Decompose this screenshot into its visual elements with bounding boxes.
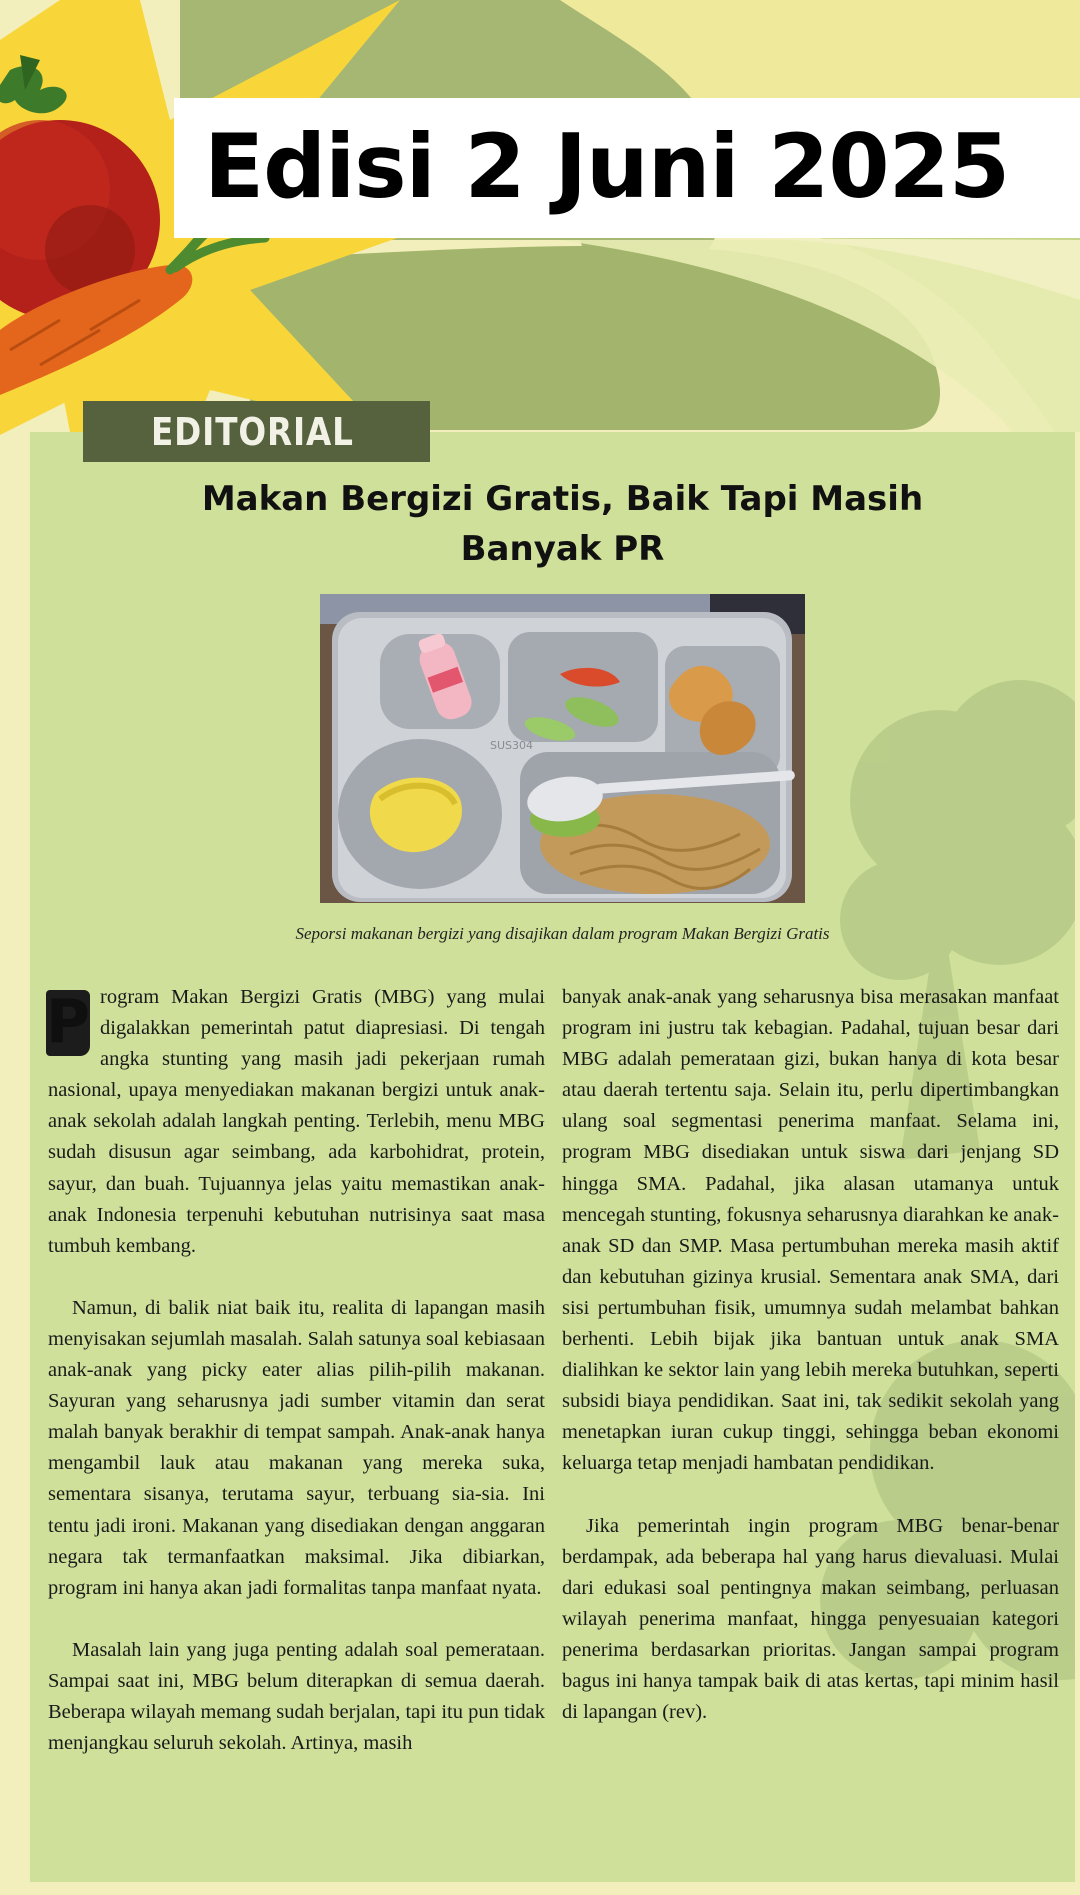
article-headline: Makan Bergizi Gratis, Baik Tapi Masih Banyak PR xyxy=(201,479,924,569)
article-photo xyxy=(320,594,805,903)
drop-cap: P xyxy=(46,987,90,1057)
article-column-right xyxy=(562,982,1059,1728)
article-column-left xyxy=(48,982,545,1759)
tray-label: SUS304 xyxy=(490,739,534,752)
photo-caption: Seporsi makanan bergizi yang disajikan dalam program Makan Bergizi Gratis xyxy=(295,924,830,943)
editorial-section-tag xyxy=(83,401,430,462)
article-paragraph: P rogram Makan Bergizi Gratis (MBG) yang mulai digalakkan pemerintah patut diapresiasi. Di tengah angka stunting yang masih jadi pekerjaan rumah nasional, upaya menyediakan makanan bergizi untuk anak-anak sekolah adalah langkah penting. Terlebih, menu MBG sudah disusun agar seimbang, ada karbohidrat, protein, sayur, dan buah. Tujuannya jelas yaitu memastikan anak-anak Indonesia terpenuhi kebutuhan nutrisinya saat masa tumbuh kembang. xyxy=(46,986,545,1257)
article-paragraph: Jika pemerintah ingin program MBG benar-benar berdampak, ada beberapa hal yang harus dievaluasi. Mulai dari edukasi soal pentingnya makan seimbang, perluasan wilayah penerima manfaat, hingga penyesuaian kategori penerima berdasarkan prioritas. Jangan sampai program bagus ini hanya tampak baik di atas kertas, tapi minim hasil di lapangan (rev). xyxy=(562,1514,1059,1724)
article-paragraph: Masalah lain yang juga penting adalah soal pemerataan. Sampai saat ini, MBG belum diterapkan di semua daerah. Beberapa wilayah memang sudah berjalan, tapi itu pun tidak menjangkau seluruh sekolah. Artinya, masih xyxy=(48,1638,545,1755)
article-paragraph: Namun, di balik niat baik itu, realita di lapangan masih menyisakan sejumlah masalah. Salah satunya soal kebiasaan anak-anak yang picky eater alias pilih-pilih makanan. Sayuran yang seharusnya jadi sumber vitamin dan serat malah banyak berakhir di tempat sampah. Anak-anak hanya mengambil lauk atau makanan yang mereka suka, sementara sisanya, terutama sayur, terbuang sia-sia. Ini tentu jadi ironi. Makanan yang disediakan dengan anggaran negara tak termanfaatkan maksimal. Jika dibiarkan, program ini hanya akan jadi formalitas tanpa manfaat nyata. xyxy=(48,1296,545,1599)
editorial-tag-label: EDITORIAL xyxy=(151,410,354,454)
edition-title: Edisi 2 Juni 2025 xyxy=(204,115,1010,218)
edition-title-box xyxy=(174,98,1080,238)
article-paragraph: banyak anak-anak yang seharusnya bisa merasakan manfaat program ini justru tak kebagian. Padahal, tujuan besar dari MBG adalah pemerataan gizi, bukan hanya di kota besar atau daerah tertentu saja. Selain itu, perlu dipertimbangkan ulang soal segmentasi penerima manfaat. Selama ini, program MBG disediakan untuk siswa dari jenjang SD hingga SMA. Padahal, jika alasan utamanya untuk mencegah stunting, fokusnya seharusnya diarahkan ke anak-anak SD dan SMP. Masa pertumbuhan mereka masih aktif dan kebutuhan gizinya krusial. Sementara anak SMA, dari sisi pertumbuhan fisik, umumnya sudah melambat bahkan berhenti. Lebih bijak jika bantuan untuk anak SMA dialihkan ke sektor lain yang lebih mereka butuhkan, seperti subsidi biaya pendidikan. Saat ini, tak sedikit sekolah yang menetapkan iuran cukup tinggi, sehingga beban ekonomi keluarga tetap menjadi hambatan pendidikan. xyxy=(562,986,1059,1475)
